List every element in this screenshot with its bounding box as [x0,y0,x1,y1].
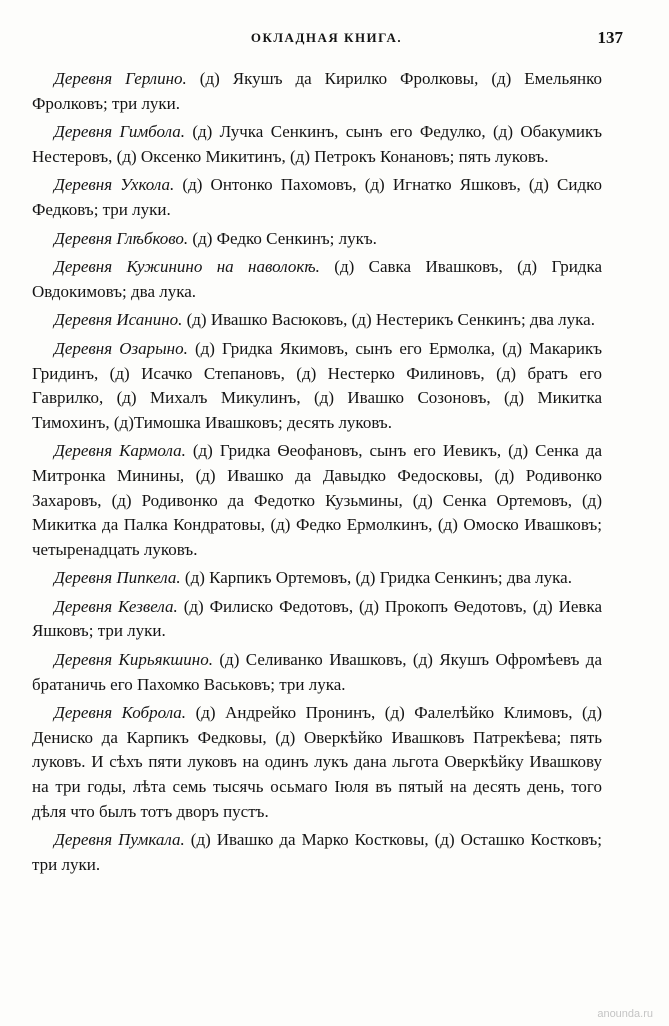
village-name: Деревня Исанино. [54,310,183,330]
village-entry [32,173,602,222]
entry-text: (д) Федко Сенкинъ; лукъ. [192,228,377,248]
village-name: Деревня Глѣбково. [54,228,189,248]
village-entry [32,439,602,562]
village-name: Деревня Герлино. [54,69,187,88]
entry-text: (д) Карпикъ Ортемовъ, (д) Гридка Сенкинъ; два лука. [184,568,572,588]
page-header [30,30,623,52]
entry-text: (д) Савка Ивашковъ, (д) Гридка Овдокимовъ; два лука. [32,257,603,301]
entry-text: (д) Гридка Ѳеофановъ, сынъ его Иевикъ, (д) Сенка да Митронка Минины, (д) Ивашко да Давыдко Федосковы, (д) Родивонко Захаровъ, (д) Родивонко да Федотко Кузьмины, (д) Сенка Ортемовъ, (д) Микитка да Палка Кондратовы, (д) Федко Ермолкинъ, (д) Омоско Ивашковъ; четыренадцать луковъ. [32,441,603,559]
village-entry [32,227,602,252]
village-name: Деревня Кармола. [54,441,186,461]
village-name: Деревня Пипкела. [54,568,181,588]
entry-text: (д) Андрейко Пронинъ, (д) Фалелѣйко Климовъ, (д) Дениско да Карпикъ Федковы, (д) Оверкѣйко Ивашковъ Патрекѣева; пять луковъ. И сѣхъ пяти луковъ на одинъ лукъ дана льгота Оверкѣйку Ивашкову на три годы, лѣта семь тысячь осьмаго Іюля въ пятый на десять день, того дѣля что былъ тотъ дворъ пустъ. [32,703,602,821]
entry-text: (д) Филиско Федотовъ, (д) Прокопъ Ѳедотовъ, (д) Иевка Яшковъ; три луки. [32,596,602,641]
watermark: anounda.ru [597,1008,653,1020]
village-name: Деревня Коброла. [54,703,187,723]
village-entry [32,308,602,333]
entry-text: (д) Селиванко Ивашковъ, (д) Якушъ Офромѣевъ да братаничь его Пахомко Васьковъ; три лука. [32,650,602,694]
village-entry [32,595,602,644]
village-entry [32,67,602,116]
running-title: ОКЛАДНАЯ КНИГА. [250,30,403,45]
page-body [32,67,602,881]
entry-text: (д) Гридка Якимовъ, сынъ его Ермолка, (д) Макарикъ Гридинъ, (д) Исачко Степановъ, (д) Нестерко Филиновъ, (д) братъ его Гаврилко, (д) Михалъ Микулинъ, (д) Ивашко Созоновъ, (д) Микитка Тимохинъ, (д)Тимошка Ивашковъ; десять луковъ. [32,338,603,432]
village-entry [32,255,602,304]
entry-text: (д) Лучка Сенкинъ, сынъ его Федулко, (д) Обакумикъ Нестеровъ, (д) Оксенко Микитинъ, (д) Петрокъ Конановъ; пять луковъ. [32,122,603,166]
village-name: Деревня Ухкола. [54,175,175,195]
entry-text: (д) Онтонко Пахомовъ, (д) Игнатко Яшковъ, (д) Сидко Федковъ; три луки. [32,175,603,219]
village-name: Деревня Гимбола. [54,122,185,142]
page-number: 137 [597,28,623,47]
village-name: Деревня Кезвела. [54,596,178,616]
village-entry [32,337,602,435]
village-entry [32,120,602,169]
village-name: Деревня Кужинино на наволокѣ. [54,257,320,277]
entry-text: (д) Ивашко да Марко Костковы, (д) Осташко Костковъ; три луки. [32,830,603,874]
village-entry [32,701,602,824]
village-entry [32,566,602,591]
village-entry [32,828,602,877]
village-name: Деревня Пумкала. [54,830,185,850]
village-entry [32,648,602,697]
village-name: Деревня Кирьякшино. [54,650,213,670]
entry-text: (д) Якушъ да Кирилко Фролковы, (д) Емельянко Фролковъ; три луки. [32,69,603,113]
entry-text: (д) Ивашко Васюковъ, (д) Нестерикъ Сенкинъ; два лука. [186,310,595,330]
village-name: Деревня Озарыно. [54,338,188,358]
